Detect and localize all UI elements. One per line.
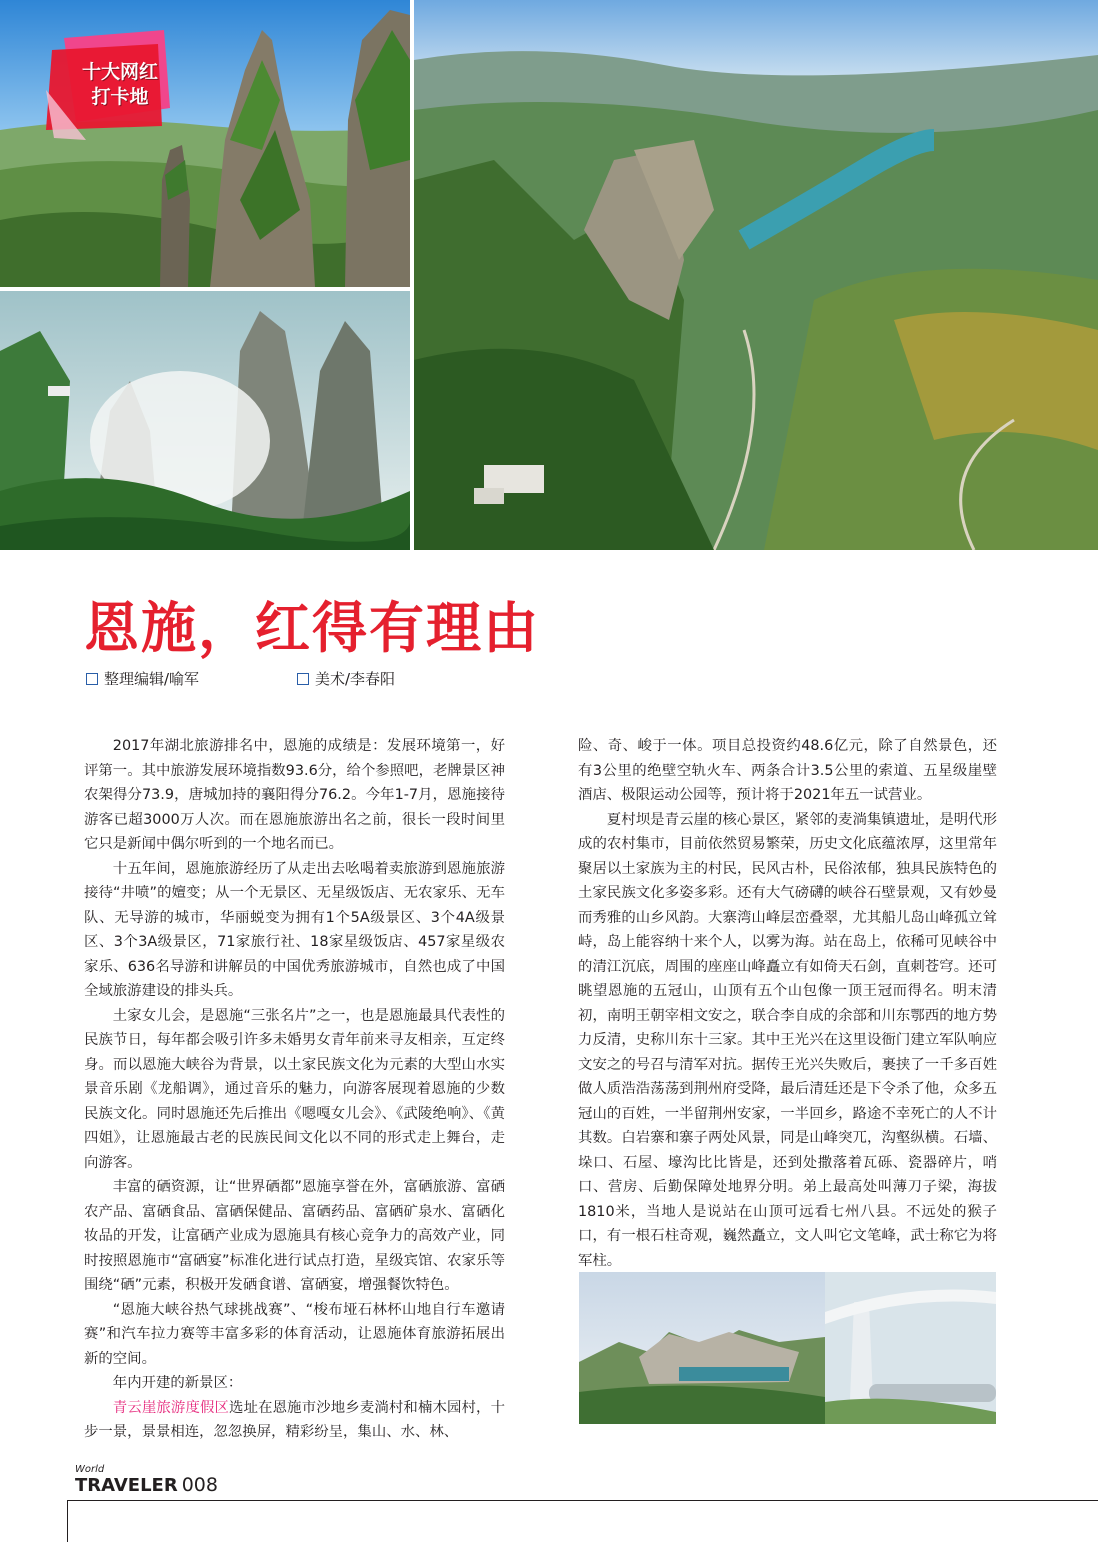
highlight-rest: 选址在恩施市沙地乡麦淌村和楠木园村，十步一景，景景相连，忽忽换屏，精彩纷呈，集山、水、林、 bbox=[84, 1399, 505, 1440]
paragraph: 2017年湖北旅游排名中，恩施的成绩是：发展环境第一，好评第一。其中旅游发展环境指数93.6分，给个参照吧，老牌景区神农架得分73.9，唐城加持的襄阳得分76.2。今年1-7月，恩施接待游客已超3000万人次。而在恩施旅游出名之前，很长一段时间里它只是新闻中偶尔听到的一个地名而已。 bbox=[84, 738, 505, 852]
photo-misty-peaks bbox=[0, 291, 410, 550]
footer-brand-name: TRAVELER bbox=[75, 1475, 178, 1496]
paragraph: 年内开建的新景区： bbox=[112, 1375, 243, 1391]
article-column-right bbox=[578, 734, 997, 1273]
badge-line-2: 打卡地 bbox=[91, 86, 149, 108]
photo-aerial-canyon bbox=[414, 0, 1098, 550]
paragraph: 十五年间，恩施旅游经历了从走出去吆喝着卖旅游到恩施旅游接待“井喷”的嬗变；从一个无景区、无星级饭店、无农家乐、无车队、无导游的城市，华丽蜕变为拥有1个5A级景区、3个4A级景区、3个3A级景区，71家旅行社、18家星级饭店、457家星级农家乐、636名导游和讲解员的中国优秀旅游城市，自然也成了中国全域旅游建设的排头兵。 bbox=[84, 860, 505, 999]
credit-editor-text: 整理编辑/喻军 bbox=[104, 670, 200, 688]
footer-brand bbox=[75, 1475, 218, 1496]
paragraph: 土家女儿会，是恩施“三张名片”之一，也是恩施最具代表性的民族节日，每年都会吸引许多未婚男女青年前来寻友相亲，互定终身。而以恩施大峡谷为背景，以土家民族文化为元素的大型山水实景音乐剧《龙船调》，通过音乐的魅力，向游客展现着恩施的少数民族文化。同时恩施还先后推出《嗯嘎女儿会》、《武陵绝响》、《黄四姐》，让恩施最古老的民族民间文化以不同的形式走上舞台，走向游客。 bbox=[84, 1007, 505, 1171]
page-number: 008 bbox=[181, 1474, 218, 1496]
article-column-left bbox=[84, 734, 505, 1445]
article-title: 恩施，红得有理由 bbox=[84, 596, 541, 660]
page-border-line bbox=[67, 1500, 1098, 1542]
footer-world: World bbox=[75, 1464, 105, 1475]
credit-art bbox=[297, 668, 395, 689]
credit-editor bbox=[86, 668, 199, 689]
credit-box-icon bbox=[86, 673, 98, 685]
photo-sky-rail bbox=[579, 1272, 996, 1424]
paragraph: 夏村坝是青云崖的核心景区，紧邻的麦淌集镇遗址，是明代形成的农村集市，目前依然贸易繁荣，历史文化底蕴浓厚，这里常年聚居以土家族为主的村民，民风古朴，民俗浓郁，独具民族特色的土家民族文化多姿多彩。还有大气磅礴的峡谷石壁景观，又有妙曼而秀雅的山乡风韵。大寨湾山峰层峦叠翠，尤其船儿岛山峰孤立耸峙，岛上能容纳十来个人，以雾为海。站在岛上，依稀可见峡谷中的清江沉底，周围的座座山峰矗立有如倚天石剑，直刺苍穹。还可眺望恩施的五冠山，山顶有五个山包像一顶王冠而得名。明末清初，南明王朝宰相文安之，联合李自成的余部和川东鄂西的地方势力反清，史称川东十三家。其中王光兴在这里设衙门建立军队响应文安之的号召与清军对抗。据传王光兴失败后，裹挟了一千多百姓做人质浩浩荡荡到荆州府受降，最后清廷还是下令杀了他，众多五冠山的百姓，一半留荆州安家，一半回乡，路途不幸死亡的人不计其数。白岩寨和寨子两处风景，同是山峰突兀，沟壑纵横。石墙、垛口、石屋、壕沟比比皆是，还到处撒落着瓦砾、瓷器碎片，哨口、营房、后勤保障处地界分明。弟上最高处叫薄刀子梁，海拔1810米，当地人是说站在山顶可远看七州八县。不远处的猴子口，有一根石柱奇观，巍然矗立，文人叫它文笔峰，武士称它为将军柱。 bbox=[578, 811, 997, 1269]
badge-top-ten bbox=[46, 30, 176, 140]
credit-art-text: 美术/李春阳 bbox=[315, 670, 396, 688]
paragraph: “恩施大峡谷热气球挑战赛”、“梭布垭石林杯山地自行车邀请赛”和汽车拉力赛等丰富多彩的体育活动，让恩施体育旅游拓展出新的空间。 bbox=[84, 1301, 505, 1367]
paragraph-highlight bbox=[84, 1396, 505, 1445]
paragraph: 丰富的硒资源，让“世界硒都”恩施享誉在外，富硒旅游、富硒农产品、富硒食品、富硒保健品、富硒药品、富硒矿泉水、富硒化妆品的开发，让富硒产业成为恩施具有核心竞争力的高效产业，同时按照恩施市“富硒宴”标准化进行试点打造，星级宾馆、农家乐等围绕“硒”元素，积极开发硒食谱、富硒宴，增强餐饮特色。 bbox=[84, 1179, 505, 1293]
paragraph: 险、奇、峻于一体。项目总投资约48.6亿元，除了自然景色，还有3公里的绝壁空轨火车、两条合计3.5公里的索道、五星级崖壁酒店、极限运动公园等，预计将于2021年五一试营业。 bbox=[578, 738, 997, 803]
credit-box-icon bbox=[297, 673, 309, 685]
badge-line-1: 十大网红 bbox=[81, 61, 158, 83]
highlight-term: 青云崖旅游度假区 bbox=[112, 1399, 230, 1416]
footer-branding bbox=[75, 1464, 218, 1496]
